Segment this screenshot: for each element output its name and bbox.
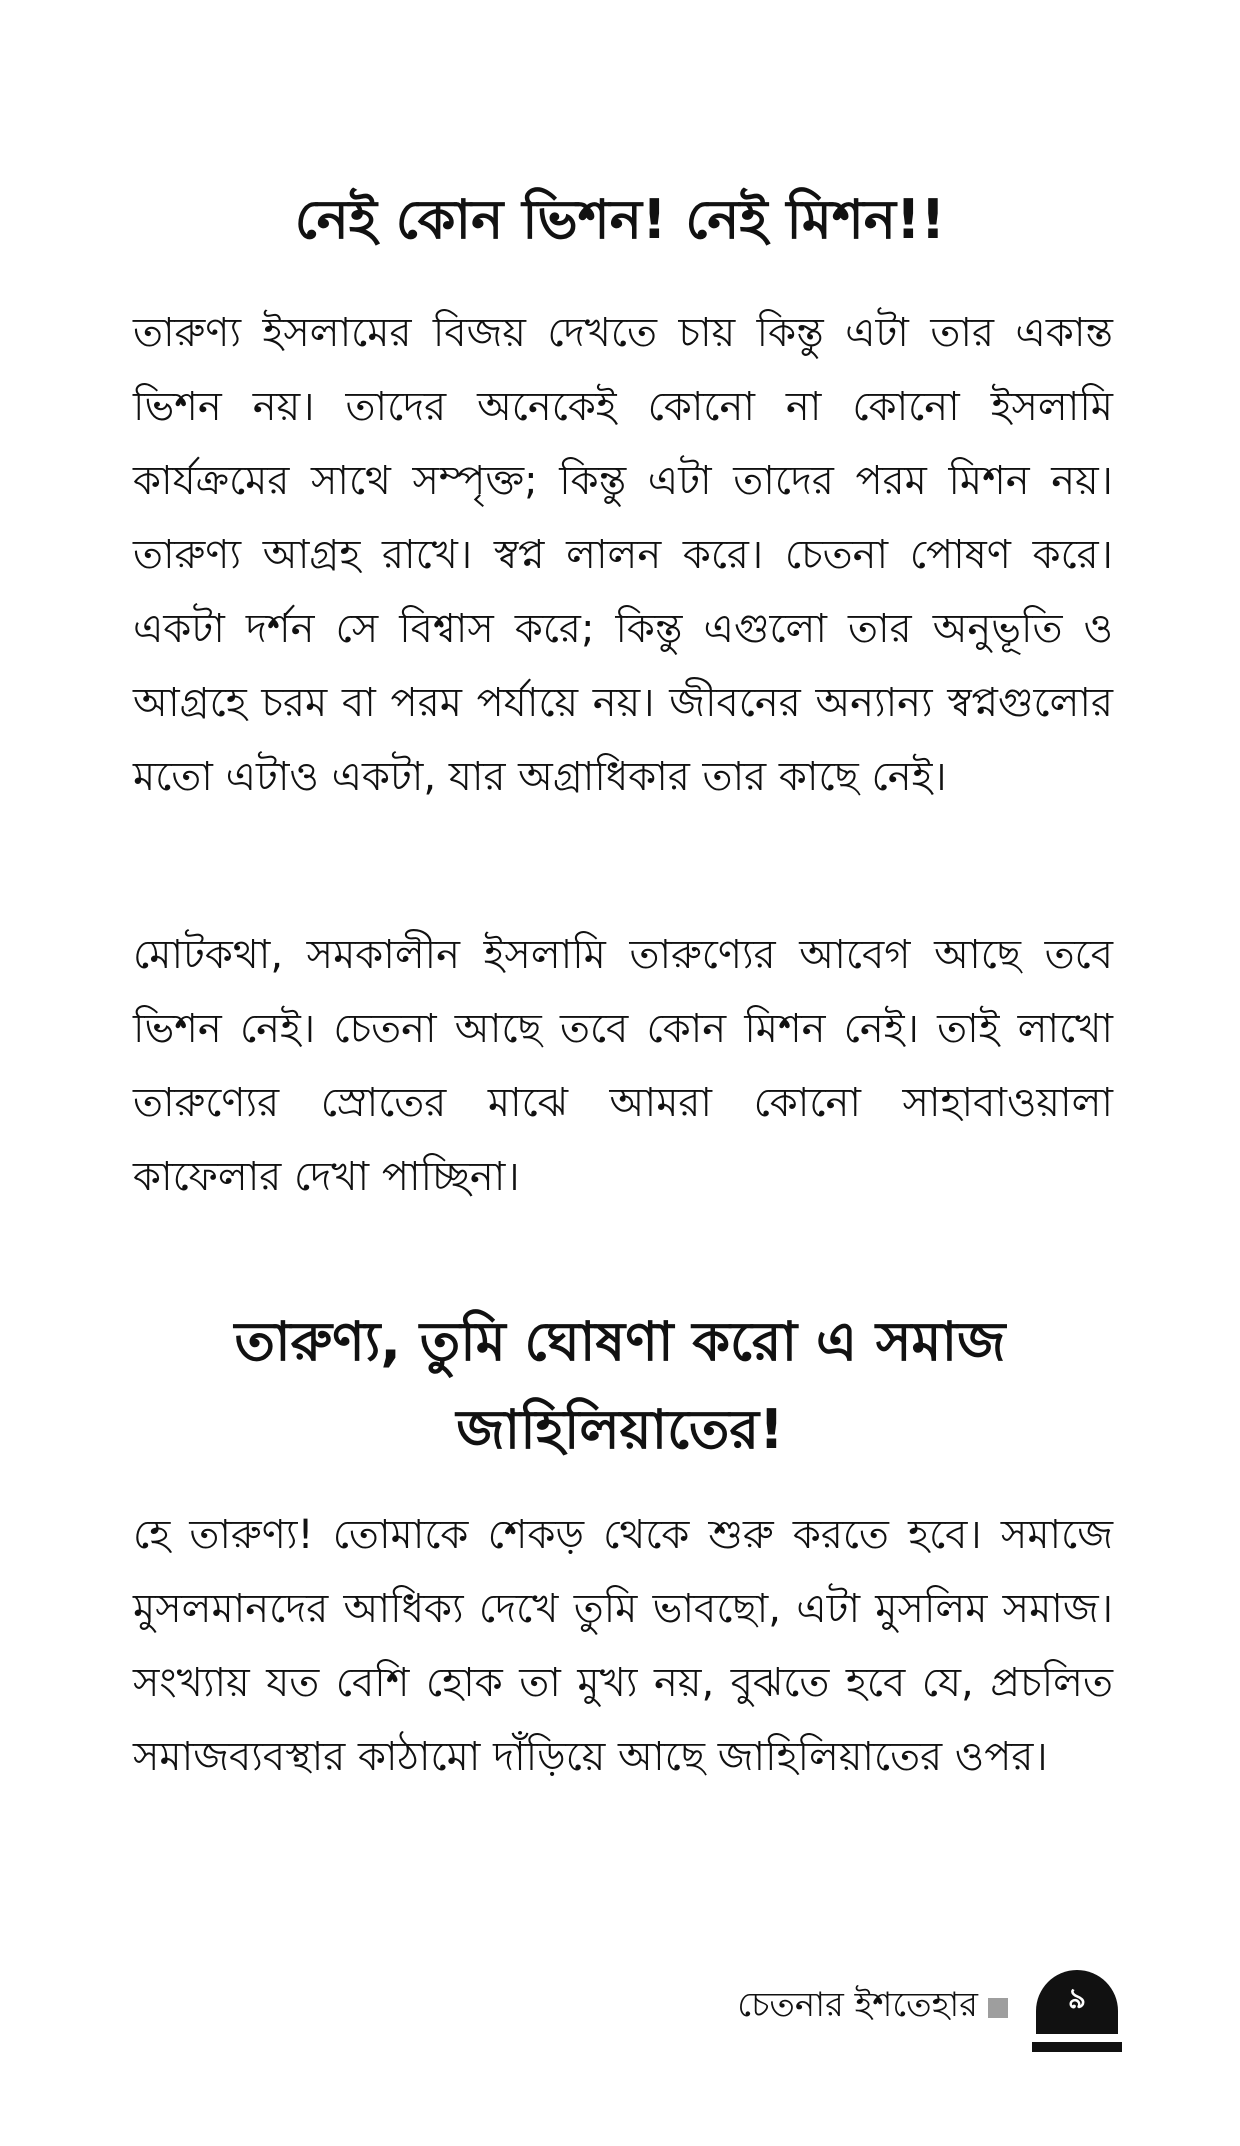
footer-square-icon	[988, 1998, 1008, 2018]
body-paragraph: মোটকথা, সমকালীন ইসলামি তারুণ্যের আবেগ আছে তবে ভিশন নেই। চেতনা আছে তবে কোন মিশন নেই। তাই লাখো তারুণ্যের স্রোতের মাঝে আমরা কোনো সাহাবাওয়ালা কাফেলার দেখা পাচ্ছিনা।	[133, 932, 1113, 1200]
page-number-underline	[1032, 2042, 1122, 2052]
page-footer	[0, 1970, 1240, 2060]
section-heading-no-vision-no-mission: নেই কোন ভিশন! নেই মিশন!!	[294, 188, 946, 251]
section-heading-declare-society: তারুণ্য, তুমি ঘোষণা করো এ সমাজ জাহিলিয়াতের!	[234, 1310, 1006, 1461]
page-number-badge: ৯	[1036, 1970, 1118, 2034]
body-paragraph: তারুণ্য ইসলামের বিজয় দেখতে চায় কিন্তু এটা তার একান্ত ভিশন নয়। তাদের অনেকেই কোনো না কোনো ইসলামি কার্যক্রমের সাথে সম্পৃক্ত; কিন্তু এটা তাদের পরম মিশন নয়। তারুণ্য আগ্রহ রাখে। স্বপ্ন লালন করে। চেতনা পোষণ করে। একটা দর্শন সে বিশ্বাস করে; কিন্তু এগুলো তার অনুভূতি ও আগ্রহে চরম বা পরম পর্যায়ে নয়। জীবনের অন্যান্য স্বপ্নগুলোর মতো এটাও একটা, যার অগ্রাধিকার তার কাছে নেই।	[133, 310, 1113, 800]
book-title: চেতনার ইশতেহার	[737, 1985, 978, 2025]
body-paragraph: হে তারুণ্য! তোমাকে শেকড় থেকে শুরু করতে হবে। সমাজে মুসলমানদের আধিক্য দেখে তুমি ভাবছো, এটা মুসলিম সমাজ। সংখ্যায় যত বেশি হোক তা মুখ্য নয়, বুঝতে হবে যে, প্রচলিত সমাজব্যবস্থার কাঠামো দাঁড়িয়ে আছে জাহিলিয়াতের ওপর।	[133, 1512, 1113, 1780]
